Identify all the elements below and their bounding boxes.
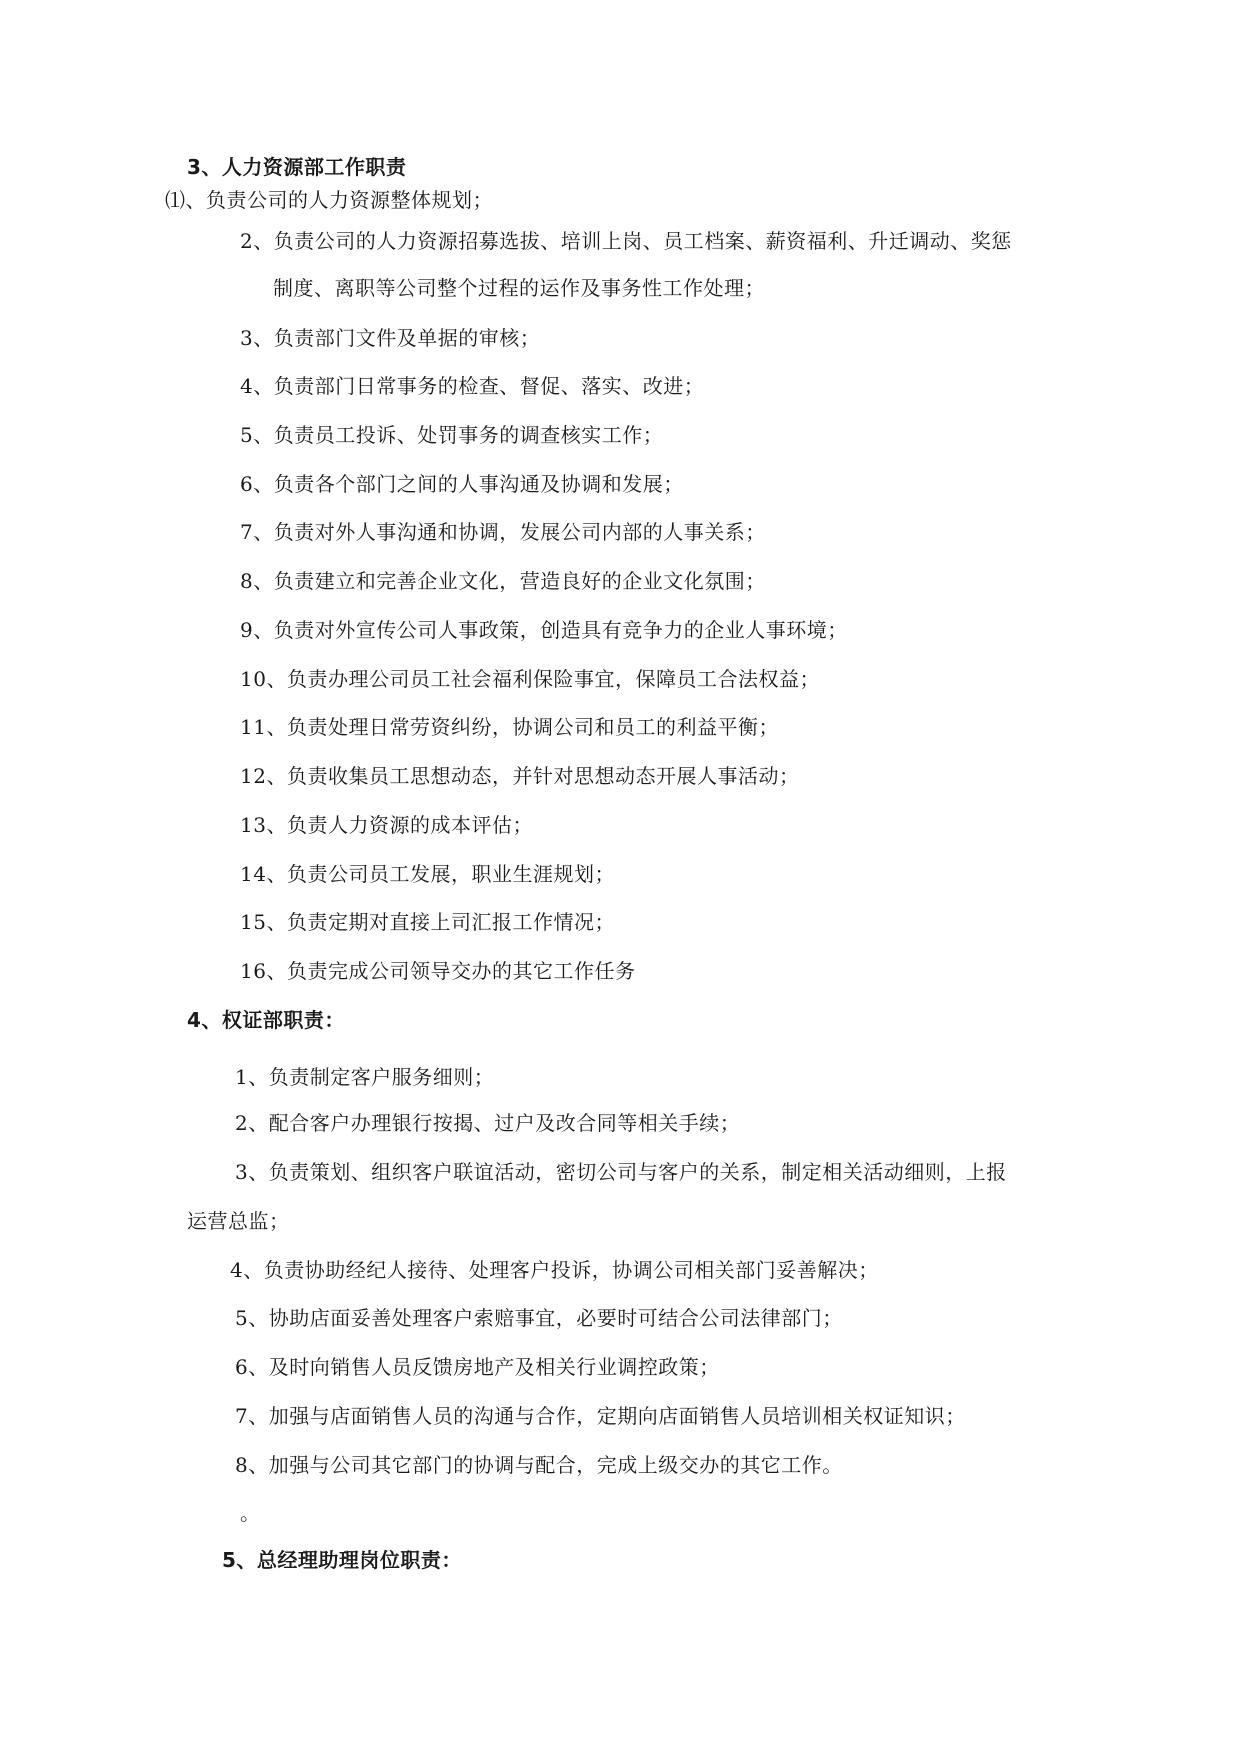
section-4-heading: 4、权证部职责：	[187, 1008, 345, 1032]
section-3-item: 4、负责部门日常事务的检查、督促、落实、改进；	[240, 374, 705, 398]
section-3-item: 9、负责对外宣传公司人事政策，创造具有竞争力的企业人事环境；	[240, 618, 848, 642]
section-4-item: 5、协助店面妥善处理客户索赔事宜，必要时可结合公司法律部门；	[235, 1306, 843, 1330]
section-3-item: ⑴、负责公司的人力资源整体规划；	[165, 188, 493, 212]
section-4-item-continuation: 运营总监；	[187, 1209, 290, 1233]
section-3-item: 10、负责办理公司员工社会福利保险事宜，保障员工合法权益；	[240, 667, 820, 691]
section-3-item-continuation: 制度、离职等公司整个过程的运作及事务性工作处理；	[273, 276, 765, 300]
section-4-item: 3、负责策划、组织客户联谊活动，密切公司与客户的关系，制定相关活动细则，上报	[235, 1160, 1007, 1184]
section-3-item: 14、负责公司员工发展，职业生涯规划；	[240, 862, 615, 886]
section-3-heading: 3、人力资源部工作职责	[187, 155, 407, 179]
section-5-heading: 5、总经理助理岗位职责：	[222, 1548, 462, 1572]
section-3-item: 7、负责对外人事沟通和协调，发展公司内部的人事关系；	[240, 520, 766, 544]
section-3-item: 16、负责完成公司领导交办的其它工作任务	[240, 959, 636, 983]
section-3-item: 3、负责部门文件及单据的审核；	[240, 326, 541, 350]
section-3-item: 15、负责定期对直接上司汇报工作情况；	[240, 910, 615, 934]
section-4-item: 1、负责制定客户服务细则；	[235, 1065, 495, 1089]
section-3-item: 12、负责收集员工思想动态，并针对思想动态开展人事活动；	[240, 764, 800, 788]
section-3-item: 5、负责员工投诉、处罚事务的调查核实工作；	[240, 423, 664, 447]
section-3-item: 13、负责人力资源的成本评估；	[240, 813, 533, 837]
section-4-item: 6、及时向销售人员反馈房地产及相关行业调控政策；	[235, 1355, 720, 1379]
section-3-item: 2、负责公司的人力资源招募选拔、培训上岗、员工档案、薪资福利、升迁调动、奖惩	[240, 229, 1012, 253]
section-3-item: 11、负责处理日常劳资纠纷，协调公司和员工的利益平衡；	[240, 715, 779, 739]
section-4-item: 8、加强与公司其它部门的协调与配合，完成上级交办的其它工作。	[235, 1453, 843, 1477]
section-3-item: 8、负责建立和完善企业文化，营造良好的企业文化氛围；	[240, 569, 766, 593]
section-3-item: 6、负责各个部门之间的人事沟通及协调和发展；	[240, 472, 684, 496]
section-4-item: 2、配合客户办理银行按揭、过户及改合同等相关手续；	[235, 1111, 741, 1135]
section-4-item: 7、加强与店面销售人员的沟通与合作，定期向店面销售人员培训相关权证知识；	[235, 1404, 966, 1428]
stray-period: 。	[240, 1501, 261, 1525]
section-4-item: 4、负责协助经纪人接待、处理客户投诉，协调公司相关部门妥善解决；	[230, 1258, 879, 1282]
